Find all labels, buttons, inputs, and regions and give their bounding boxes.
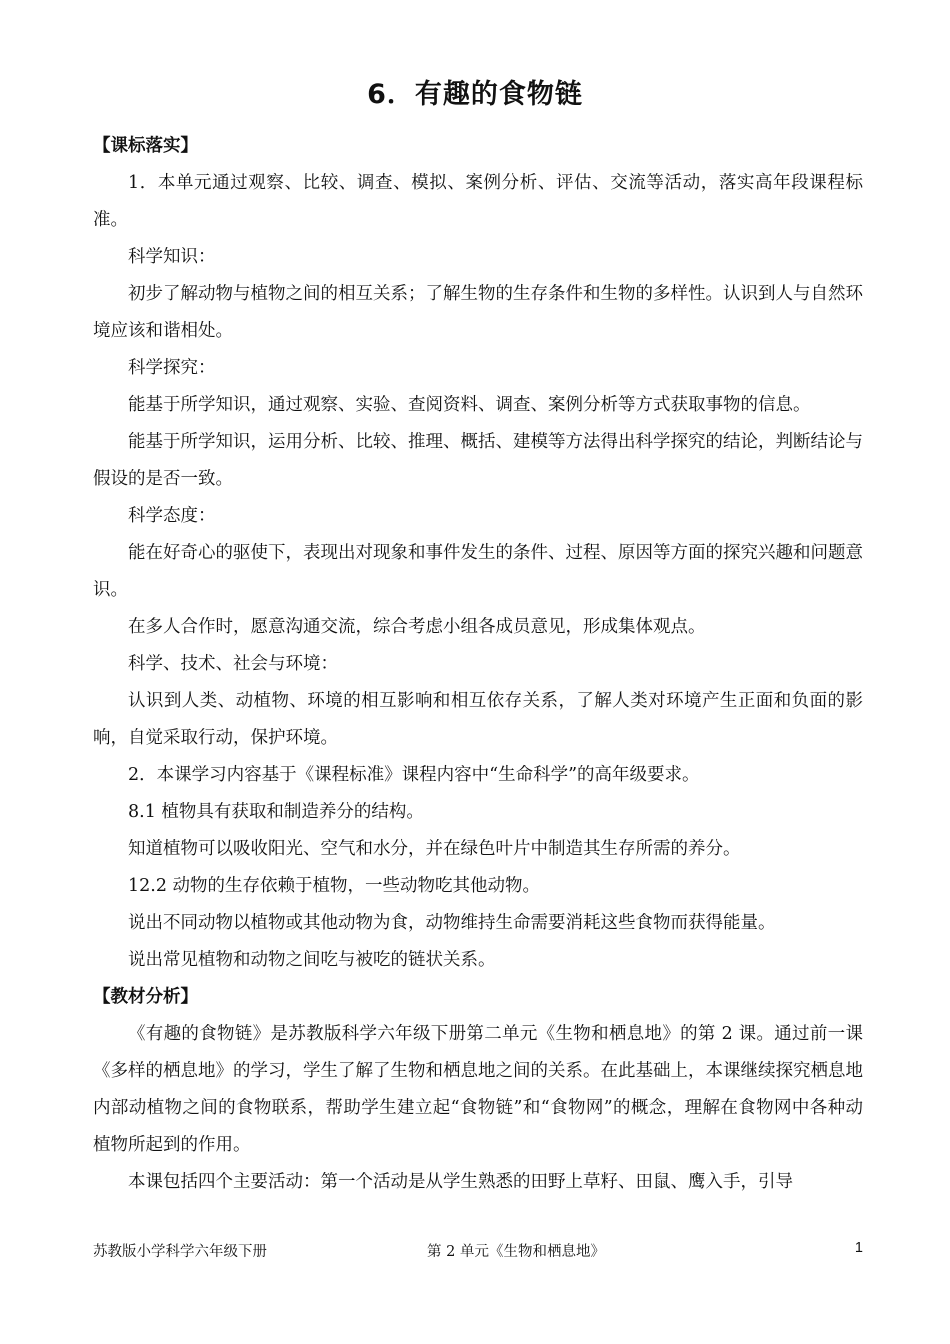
paragraph: 本课包括四个主要活动：第一个活动是从学生熟悉的田野上草籽、田鼠、鹰入手，引导: [128, 1172, 793, 1192]
paragraph: 能基于所学知识，运用分析、比较、推理、概括、建模等方法得出科学探究的结论，判断结论与假设的是否一致。: [93, 432, 863, 489]
page-title: 6．有趣的食物链: [367, 79, 583, 110]
paragraph: 科学探究：: [128, 358, 216, 378]
paragraph: 知道植物可以吸收阳光、空气和水分，并在绿色叶片中制造其生存所需的养分。: [128, 839, 741, 859]
paragraph: 1．本单元通过观察、比较、调查、模拟、案例分析、评估、交流等活动，落实高年段课程标准。: [93, 173, 863, 230]
paragraph: 说出常见植物和动物之间吃与被吃的链状关系。: [128, 950, 496, 970]
paragraph: 认识到人类、动植物、环境的相互影响和相互依存关系，了解人类对环境产生正面和负面的影响，自觉采取行动，保护环境。: [93, 691, 863, 748]
paragraph: 初步了解动物与植物之间的相互关系；了解生物的生存条件和生物的多样性。认识到人与自然环境应该和谐相处。: [93, 284, 863, 341]
section-heading: 【教材分析】: [93, 987, 198, 1007]
paragraph: 12.2 动物的生存依赖于植物，一些动物吃其他动物。: [128, 876, 541, 896]
paragraph: 说出不同动物以植物或其他动物为食，动物维持生命需要消耗这些食物而获得能量。: [128, 913, 776, 933]
paragraph: 科学、技术、社会与环境：: [128, 654, 338, 674]
paragraph: 科学知识：: [128, 247, 216, 267]
paragraph: 科学态度：: [128, 506, 216, 526]
paragraph: 8.1 植物具有获取和制造养分的结构。: [128, 802, 424, 822]
section-heading: 【课标落实】: [93, 136, 198, 156]
paragraph: 能基于所学知识，通过观察、实验、查阅资料、调查、案例分析等方式获取事物的信息。: [128, 395, 811, 415]
footer-unit-title: 第 2 单元《生物和栖息地》: [427, 1244, 605, 1260]
document-body: [93, 128, 863, 1201]
page-number: 1: [854, 1240, 863, 1256]
footer-book-title: 苏教版小学科学六年级下册: [93, 1244, 267, 1260]
paragraph: 《有趣的食物链》是苏教版科学六年级下册第二单元《生物和栖息地》的第 2 课。通过前一课《多样的栖息地》的学习，学生了解了生物和栖息地之间的关系。在此基础上，本课继续探究栖息地内部动植物之间的食物联系，帮助学生建立起“食物链”和“食物网”的概念，理解在食物网中各种动植物所起到的作用。: [93, 1024, 863, 1155]
paragraph: 2．本课学习内容基于《课程标准》课程内容中“生命科学”的高年级要求。: [128, 765, 700, 785]
paragraph: 在多人合作时，愿意沟通交流，综合考虑小组各成员意见，形成集体观点。: [128, 617, 706, 637]
paragraph: 能在好奇心的驱使下，表现出对现象和事件发生的条件、过程、原因等方面的探究兴趣和问题意识。: [93, 543, 863, 600]
page-footer: [93, 1240, 863, 1264]
